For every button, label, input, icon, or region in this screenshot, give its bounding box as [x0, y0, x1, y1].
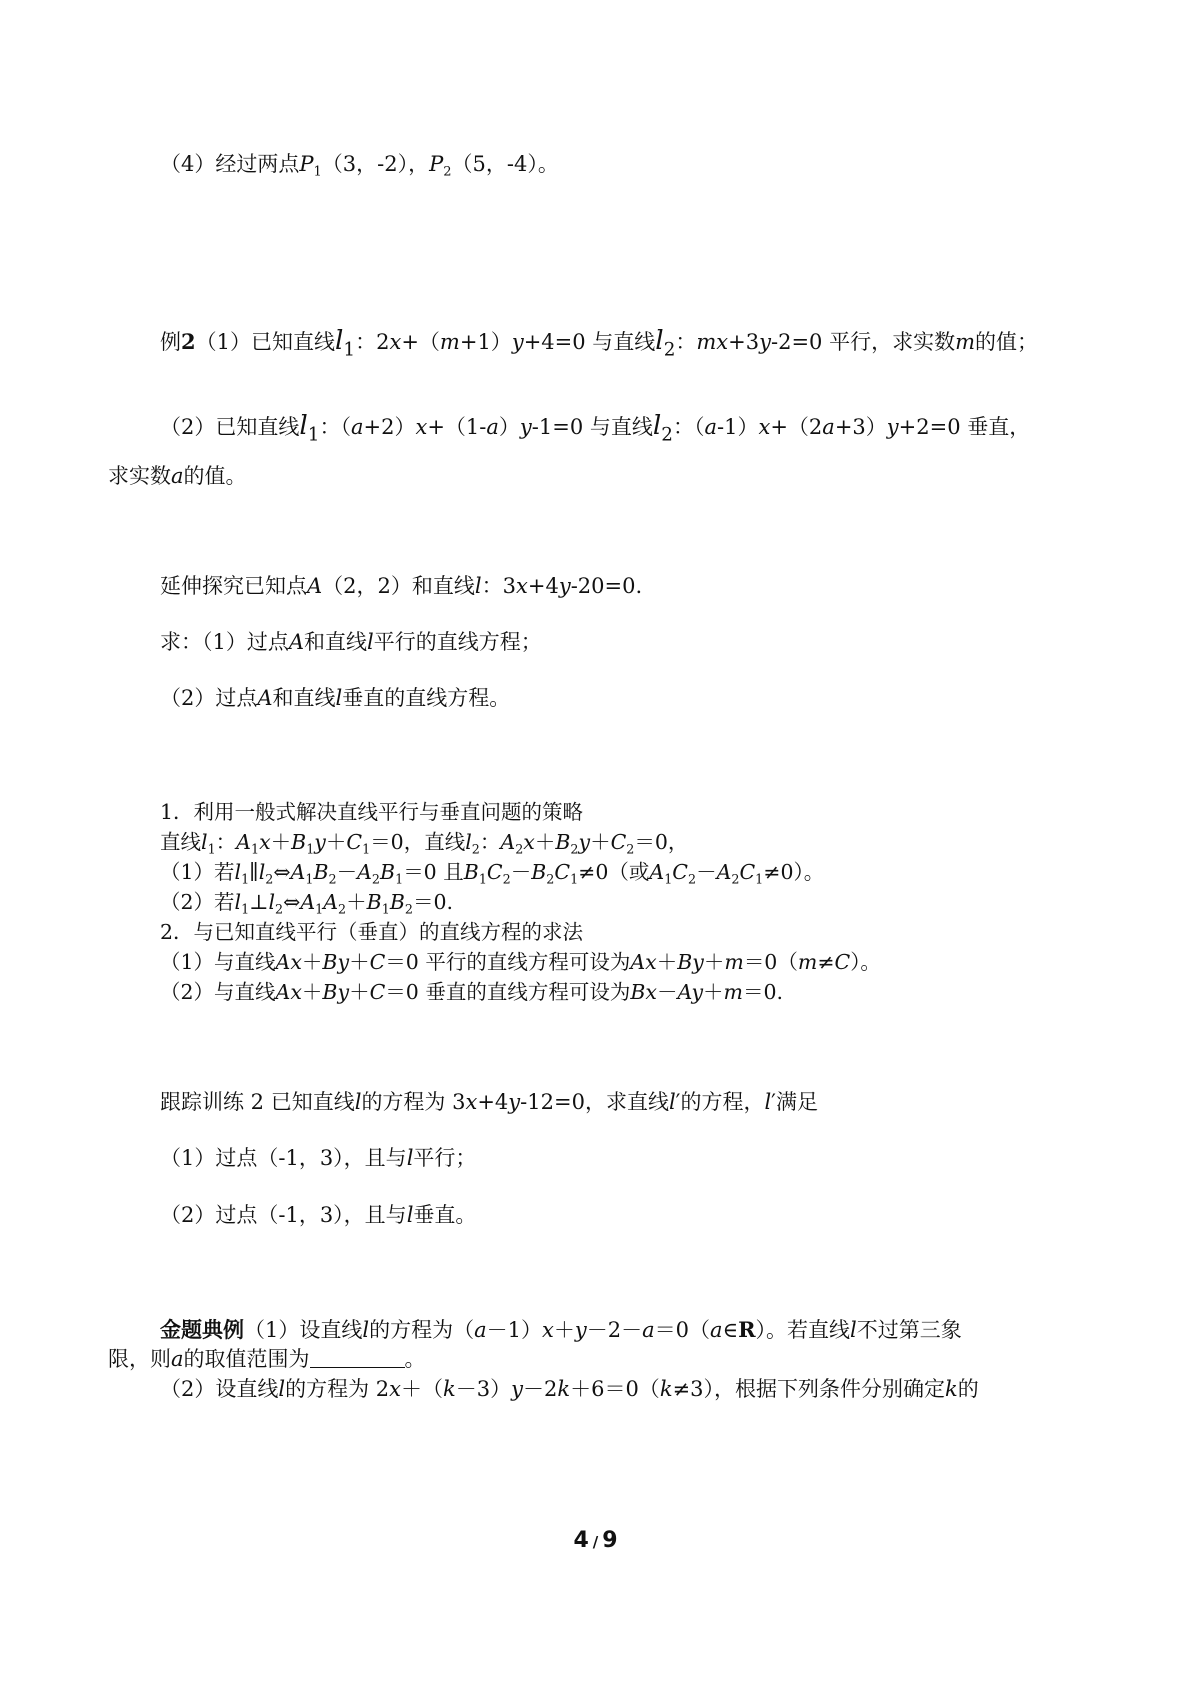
text: －2 [522, 1377, 558, 1401]
answer-blank[interactable] [310, 1349, 405, 1368]
math-var: x [523, 830, 535, 854]
text: （1）若 [160, 860, 235, 884]
text: ＝0， [634, 830, 689, 854]
text: ＋6＝0（ [570, 1377, 660, 1401]
extension-line-1 [160, 574, 642, 599]
text: ∥ [249, 860, 259, 884]
math-var: P [429, 152, 444, 176]
math-var: l [406, 1203, 414, 1227]
example-2-part2 [160, 411, 1031, 446]
math-var: l [278, 1377, 286, 1401]
gold-line-3 [160, 1377, 979, 1402]
math-var: Ax [275, 980, 302, 1004]
math-var: a [171, 464, 184, 488]
text: ： [215, 830, 237, 854]
text: 的方程为（ [369, 1318, 475, 1342]
gold-line-2 [108, 1347, 426, 1372]
text: ＋ [346, 890, 367, 914]
math-var: By [322, 980, 350, 1004]
math-var: C [346, 830, 363, 854]
text: ： [675, 330, 697, 354]
math-var: y [314, 830, 326, 854]
text: －1） [486, 1318, 542, 1342]
text: ＋ [349, 980, 370, 1004]
text: ＋ [270, 830, 292, 854]
example-number: 2 [181, 329, 196, 354]
math-var: A [500, 830, 516, 854]
text: 垂直的直线方程。 [342, 686, 511, 710]
text: 跟踪训练 2 已知直线 [160, 1090, 355, 1114]
math-var: Ax [275, 950, 302, 974]
line-l2 [655, 326, 676, 361]
math-var: y [508, 1090, 521, 1114]
text: ＋ [325, 830, 347, 854]
math-var: l [406, 1146, 414, 1170]
text: （4）经过两点 [160, 152, 300, 176]
math-var: A [300, 890, 316, 914]
math-var: l [201, 830, 208, 854]
math-var: y [574, 1318, 587, 1342]
math-var: Bx [630, 980, 657, 1004]
summary-line-7 [160, 980, 783, 1005]
subscript: 2 [443, 164, 452, 180]
math-var: l [474, 574, 482, 598]
math-var: k [945, 1377, 958, 1401]
summary-line-4: （2）若$l_1\perp l_2\Leftrightarrow A_1A_2+B_1B_2=0$. [160, 890, 454, 917]
math-var: y [558, 574, 571, 598]
text: ≠0（或 [578, 860, 650, 884]
math-var: l [652, 411, 662, 441]
text: -1=0 与直线 [531, 415, 653, 439]
math-var: x [389, 1377, 401, 1401]
math-var: m [724, 950, 744, 974]
page-current: 4 [573, 1528, 589, 1553]
text: ）。 [850, 950, 881, 974]
text: ＝0，直线 [370, 830, 466, 854]
text: 直线 [160, 830, 201, 854]
math-var: x [415, 415, 428, 439]
text: （2）已知直线 [160, 415, 300, 439]
text: 2．与已知直线平行（垂直）的直线方程的求法 [160, 920, 584, 944]
math-var: A [257, 686, 273, 710]
text: ＋ [590, 830, 611, 854]
math-var: B [291, 830, 307, 854]
text: 1．利用一般式解决直线平行与垂直问题的策略 [160, 800, 584, 824]
track-line-2 [160, 1146, 476, 1171]
subscript: 2 [663, 339, 676, 361]
math-var: m [723, 980, 743, 1004]
math-var: x [516, 574, 528, 598]
text: ＝0（ [654, 1318, 710, 1342]
text: ⇔ [283, 890, 301, 914]
text: +2） [363, 415, 416, 439]
math-var: B [366, 890, 382, 914]
text: +3 [728, 330, 760, 354]
math-var: a [822, 415, 835, 439]
line-l1 [335, 326, 356, 361]
gold-line-1 [160, 1317, 962, 1343]
math-var: l [335, 686, 343, 710]
math-var: a [474, 1318, 487, 1342]
text: － [656, 980, 678, 1004]
text: ⊥ [249, 890, 269, 914]
math-var: l [655, 326, 664, 356]
text: （1）过点（-1，3），且与 [160, 1146, 407, 1170]
text: ＋（ [400, 1377, 443, 1401]
math-var: l [764, 1090, 772, 1114]
math-var: a [710, 1318, 723, 1342]
text: ：3 [481, 574, 516, 598]
math-var: l [354, 1090, 362, 1114]
page-total: 9 [602, 1528, 618, 1553]
text: +（ [401, 330, 440, 354]
text: （2）与直线 [160, 980, 276, 1004]
text: ＝0. [412, 890, 454, 914]
text: ≠ [817, 950, 835, 974]
text: ： [479, 830, 501, 854]
math-var: l [268, 890, 276, 914]
math-var: C [610, 830, 627, 854]
text: 的取值范围为 [183, 1347, 310, 1371]
math-var: l [234, 860, 242, 884]
text: ＝0 平行的直线方程可设为 [385, 950, 631, 974]
text: （1）与直线 [160, 950, 276, 974]
text: 延伸探究已知点 [160, 574, 307, 598]
math-var: m [955, 330, 975, 354]
text: ：（ [672, 415, 705, 439]
text: （5，-4）。 [451, 152, 559, 176]
text: ≠3），根据下列条件分别确定 [672, 1377, 946, 1401]
math-var: y [886, 415, 899, 439]
text: 平行； [413, 1146, 477, 1170]
math-var: l [668, 1090, 676, 1114]
text: －2－ [586, 1318, 643, 1342]
text: 的方程为 2 [285, 1377, 390, 1401]
math-var: B [555, 830, 571, 854]
text: ＋ [349, 950, 370, 974]
subscript: 2 [661, 424, 673, 446]
subscript: 1 [343, 339, 356, 361]
math-var: l [850, 1318, 857, 1342]
math-var: k [557, 1377, 571, 1401]
text: （2）若 [160, 890, 235, 914]
math-var: x [465, 1090, 478, 1114]
page-number [0, 1528, 1191, 1553]
math-var: y [759, 330, 771, 354]
text: -20=0. [570, 574, 643, 598]
math-var: x [259, 830, 271, 854]
math-var: l [234, 890, 242, 914]
text: ：2 [355, 330, 390, 354]
track-line-1 [160, 1090, 818, 1115]
text: 和直线 [272, 686, 336, 710]
text: （1）设直线 [244, 1318, 363, 1342]
summary-heading-2 [160, 920, 583, 945]
example-2-part1 [160, 326, 1038, 361]
text: +4=0 与直线 [523, 330, 656, 354]
text: -1） [717, 415, 759, 439]
text: ）。若直线 [755, 1318, 851, 1342]
text: +1） [459, 330, 512, 354]
math-var: A [323, 890, 339, 914]
math-var: y [519, 415, 532, 439]
text: ′满足 [771, 1090, 818, 1114]
math-var: A [716, 860, 732, 884]
line-l2 [652, 411, 673, 446]
text: ＝0 垂直的直线方程可设为 [385, 980, 631, 1004]
math-var: l [367, 630, 374, 654]
text: 求实数 [108, 464, 171, 488]
extension-line-3 [160, 686, 510, 711]
math-var: m [439, 330, 460, 354]
text: ＋ [534, 830, 556, 854]
track-line-3 [160, 1203, 476, 1228]
math-var: A [357, 860, 372, 884]
text: －3） [455, 1377, 512, 1401]
math-var: y [511, 330, 524, 354]
subscript: 1 [307, 424, 320, 446]
text: 不过第三象 [856, 1318, 962, 1342]
example-2-part3 [108, 464, 247, 489]
math-var: l [465, 830, 472, 854]
text: ） [498, 415, 520, 439]
text: （2）过点 [160, 686, 258, 710]
math-var: y [578, 830, 591, 854]
math-var: l [299, 411, 308, 441]
math-var: A [290, 860, 306, 884]
text: ＝0 且 [403, 860, 464, 884]
math-var: P [299, 152, 314, 176]
text: 例 [160, 330, 181, 354]
math-var: A [649, 860, 665, 884]
math-var: a [350, 415, 364, 439]
text: ＋ [703, 980, 724, 1004]
text: +4 [477, 1090, 509, 1114]
math-var: l [258, 860, 266, 884]
text: 的值。 [183, 464, 247, 488]
text: +2=0 垂直， [898, 415, 1031, 439]
text: ：（ [319, 415, 351, 439]
math-var: x [542, 1318, 554, 1342]
text: -2=0 平行，求实数 [770, 330, 956, 354]
math-var: B [463, 860, 479, 884]
summary-line-2: 直线$l_1$：$A_1x+B_1y+C_1=0$，直线$l_2$：$A_2x+B_2y+C_2=0$， [160, 830, 689, 857]
math-var: A [307, 574, 323, 598]
math-var: k [659, 1377, 673, 1401]
math-var: C [672, 860, 688, 884]
text: ≠0）。 [763, 860, 825, 884]
text: ′的方程， [675, 1090, 765, 1114]
extension-line-2 [160, 630, 542, 655]
math-var: C [369, 980, 386, 1004]
math-var: x [389, 330, 402, 354]
math-var: m [797, 950, 818, 974]
text: +（1- [427, 415, 487, 439]
text: （1）已知直线 [195, 330, 335, 354]
reals-symbol: R [738, 1317, 756, 1342]
text: 的方程为 3 [361, 1090, 466, 1114]
math-var: C [369, 950, 386, 974]
text: 。 [404, 1347, 426, 1371]
math-var: l [335, 326, 344, 356]
math-var: a [486, 415, 499, 439]
text: （2）设直线 [160, 1377, 279, 1401]
text: 限，则 [108, 1347, 171, 1371]
text: ∈ [722, 1318, 739, 1342]
math-var: B [389, 890, 405, 914]
text: （2，2）和直线 [322, 574, 475, 598]
text: +（2 [770, 415, 823, 439]
text: （3，-2）， [321, 152, 430, 176]
text: -12=0，求直线 [520, 1090, 669, 1114]
math-var: Ay [677, 980, 704, 1004]
text: － [696, 860, 717, 884]
math-var: k [442, 1377, 456, 1401]
math-var: A [236, 830, 251, 854]
math-var: a [704, 415, 717, 439]
math-var: x [758, 415, 771, 439]
math-var: Ax [630, 950, 657, 974]
text: ＋ [656, 950, 678, 974]
line-l1 [299, 411, 320, 446]
question-4-line [160, 152, 559, 180]
math-var: A [288, 630, 305, 654]
section-title: 金题典例 [160, 1317, 244, 1342]
text: 的 [957, 1377, 979, 1401]
page-separator: / [592, 1533, 599, 1551]
math-var: a [642, 1318, 655, 1342]
text: － [336, 860, 358, 884]
summary-line-3: （1）若$l_1\parallel l_2\Leftrightarrow A_1B_2-A_2B_1=0$ 且$B_1C_2-B_2C_1\ne 0$（或$A_1C_2-A_2C_1\ne 0$）。 [160, 860, 825, 887]
summary-line-6 [160, 950, 881, 975]
math-var: C [739, 860, 756, 884]
text: 求：（1）过点 [160, 630, 289, 654]
text: ＝0. [742, 980, 784, 1004]
text: － [510, 860, 532, 884]
text: （2）过点（-1，3），且与 [160, 1203, 407, 1227]
math-var: C [554, 860, 571, 884]
math-var: By [322, 950, 350, 974]
math-var: a [171, 1347, 184, 1371]
summary-heading-1 [160, 800, 583, 825]
text: 和直线 [304, 630, 368, 654]
math-var: B [380, 860, 396, 884]
math-var: C [486, 860, 503, 884]
text: ＋ [553, 1318, 575, 1342]
text: ＋ [301, 980, 323, 1004]
math-var: B [313, 860, 329, 884]
subscript: 1 [313, 164, 322, 180]
math-var: By [677, 950, 704, 974]
text: 的值； [975, 330, 1038, 354]
text: +4 [527, 574, 559, 598]
text: ＋ [703, 950, 725, 974]
math-var: mx [696, 330, 729, 354]
math-var: y [511, 1377, 523, 1401]
text: 平行的直线方程； [373, 630, 542, 654]
math-var: l [362, 1318, 370, 1342]
math-var: B [531, 860, 547, 884]
math-var: C [834, 950, 851, 974]
text: ⇔ [273, 860, 291, 884]
text: 垂直。 [413, 1203, 477, 1227]
text: ＝0（ [743, 950, 798, 974]
text: +3） [834, 415, 887, 439]
text: ＋ [301, 950, 323, 974]
